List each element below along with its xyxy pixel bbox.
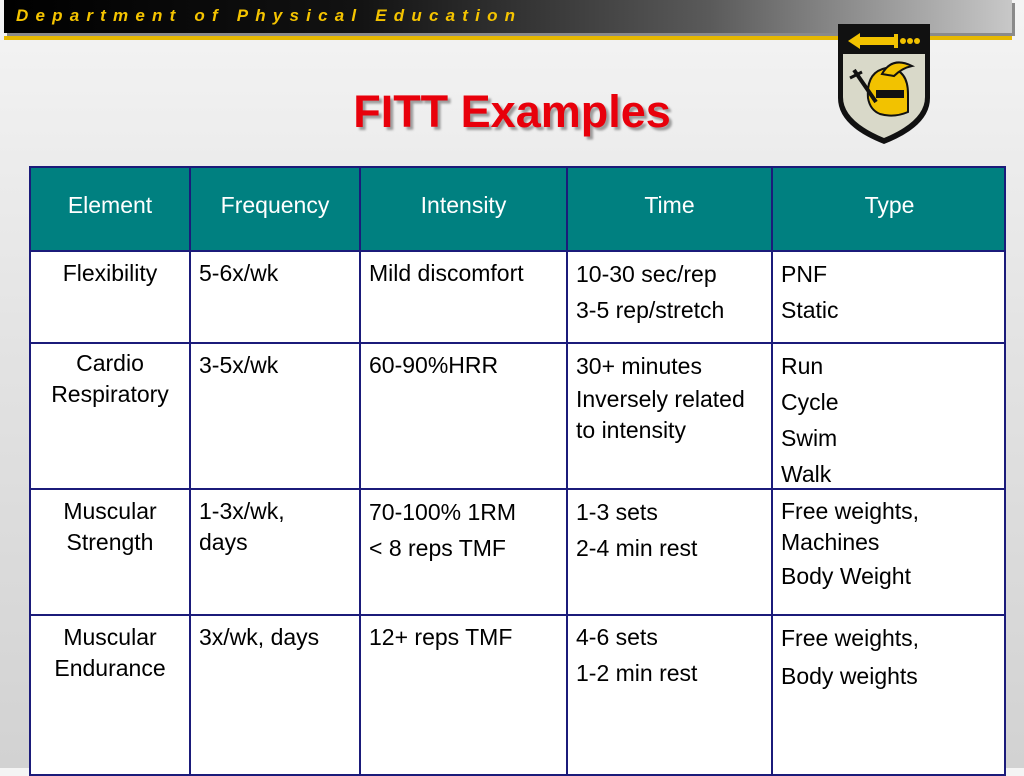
row-endurance-time: 4-6 sets 1-2 min rest	[576, 624, 698, 686]
column-header-type: Type	[864, 192, 915, 218]
row-strength-intensity: 70-100% 1RM < 8 reps TMF	[369, 499, 517, 561]
row-strength-frequency: 1-3x/wk, days	[199, 498, 285, 555]
row-flexibility-intensity: Mild discomfort	[369, 260, 524, 286]
row-cardio-element: Cardio Respiratory	[51, 350, 169, 407]
knight-helmet-shield-icon	[832, 18, 936, 148]
row-endurance-type: Free weights, Body weights	[781, 625, 920, 689]
row-flexibility-type: PNF Static	[781, 261, 839, 323]
row-endurance-frequency: 3x/wk, days	[199, 624, 320, 650]
row-cardio-intensity: 60-90%HRR	[369, 352, 499, 378]
row-flexibility-time: 10-30 sec/rep 3-5 rep/stretch	[576, 261, 725, 323]
row-cardio-time: 30+ minutes Inversely related to intensity	[576, 353, 745, 443]
column-header-frequency: Frequency	[220, 192, 330, 218]
row-flexibility-frequency: 5-6x/wk	[199, 260, 279, 286]
row-endurance-intensity: 12+ reps TMF	[369, 624, 513, 650]
row-strength-type: Free weights, Machines Body Weight	[781, 498, 920, 589]
row-flexibility-element: Flexibility	[62, 260, 158, 286]
row-strength-element: Muscular Strength	[63, 498, 157, 555]
column-header-intensity: Intensity	[420, 192, 507, 218]
row-strength-time: 1-3 sets 2-4 min rest	[576, 499, 698, 561]
row-cardio-type: Run Cycle Swim Walk	[781, 353, 839, 487]
row-cardio-frequency: 3-5x/wk	[199, 352, 279, 378]
column-header-element: Element	[67, 192, 153, 218]
column-header-time: Time	[644, 192, 695, 218]
fitt-table	[29, 166, 1006, 776]
row-endurance-element: Muscular Endurance	[54, 624, 166, 681]
page-title: FITT Examples	[353, 86, 671, 137]
department-name: Department of Physical Education	[16, 6, 523, 25]
